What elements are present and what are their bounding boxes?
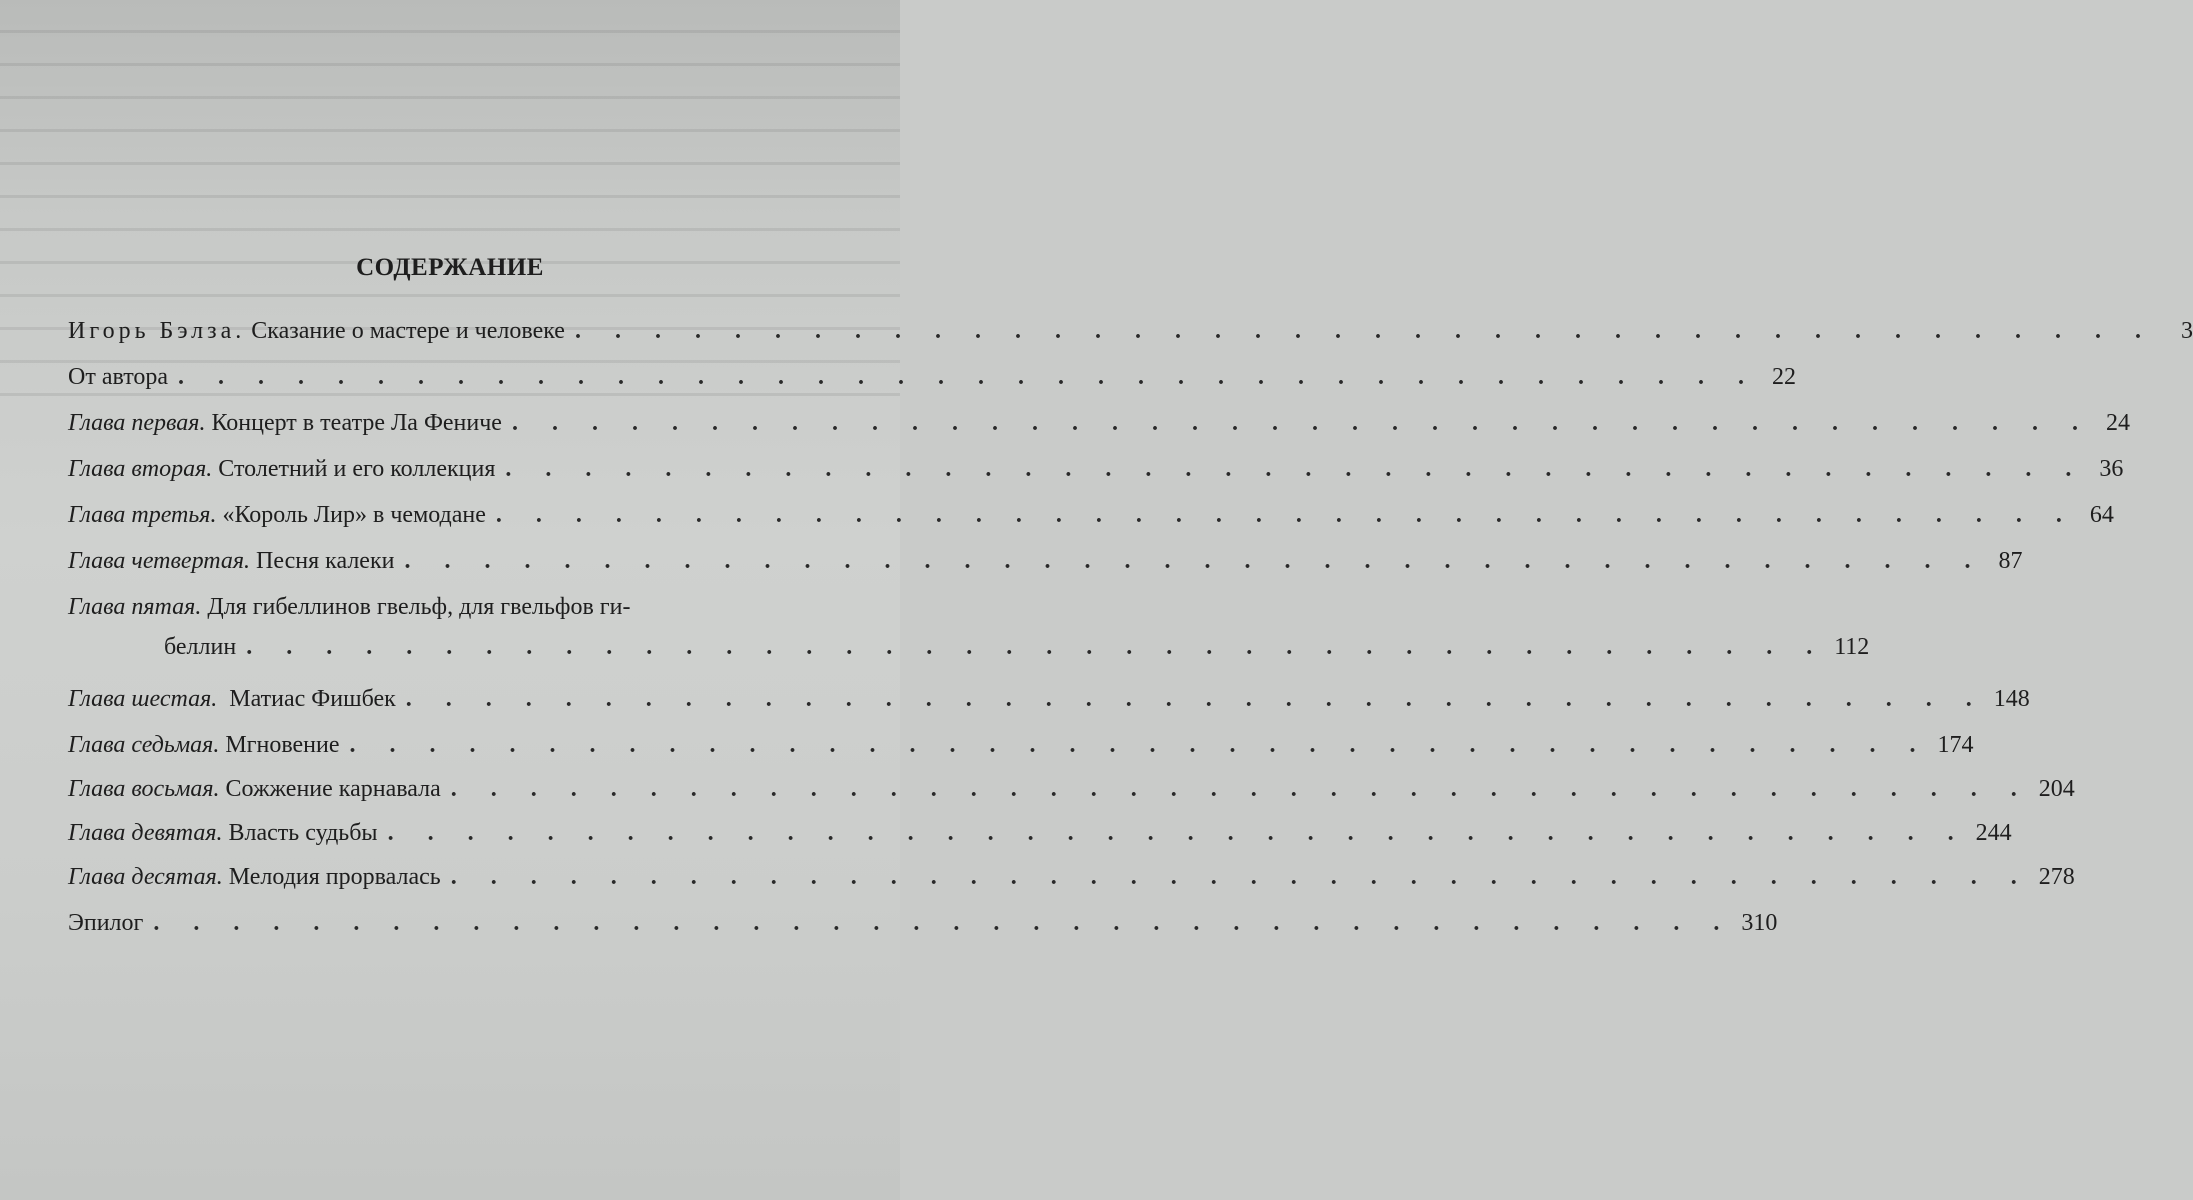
chapter-number: Глава пятая.	[68, 594, 202, 620]
page-number: 310	[1741, 910, 1778, 936]
entry-title-continued: беллин	[164, 634, 237, 660]
entry-title: Концерт в театре Ла Фениче	[205, 410, 502, 436]
page-number: 278	[2038, 864, 2075, 890]
leader-dots: . . . . . . . . . . . . . . . . . . . . . . . . . . . . . . . . . . . . . . . .	[574, 318, 2155, 344]
entry-title: Власть судьбы	[222, 820, 378, 846]
chapter-number: Глава вторая.	[68, 456, 213, 482]
page-number: 112	[1834, 634, 1870, 660]
page-number: 64	[2089, 502, 2114, 528]
entry-title: От автора	[68, 364, 169, 390]
page-number: 22	[1772, 364, 1797, 390]
chapter-number: Глава седьмая.	[68, 732, 220, 758]
entry-author: Игорь Бэлза.	[68, 318, 246, 344]
chapter-number: Глава десятая.	[68, 864, 223, 890]
toc-entry-chapter-4	[68, 546, 2023, 576]
toc-entry-from-author	[68, 362, 1797, 392]
leader-dots: . . . . . . . . . . . . . . . . . . . . . . . . . . . . . . . . . . . . . . . .	[153, 910, 1734, 936]
entry-title: Мелодия прорвалась	[222, 864, 441, 890]
toc-entry-chapter-7	[68, 730, 1974, 760]
leader-dots: . . . . . . . . . . . . . . . . . . . . . . . . . . . . . . . . . . . . . . . .	[246, 634, 1827, 660]
toc-entry-chapter-5	[68, 592, 1870, 662]
page-number: 3	[2180, 318, 2193, 344]
entry-title: Сожжение карнавала	[219, 776, 441, 802]
entry-title: Мгновение	[219, 732, 340, 758]
leader-dots: . . . . . . . . . . . . . . . . . . . . . . . . . . . . . . . . . . . . . . . .	[450, 864, 2031, 890]
entry-title: «Король Лир» в чемодане	[216, 502, 486, 528]
leader-dots: . . . . . . . . . . . . . . . . . . . . . . . . . . . . . . . . . . . . . . . .	[505, 456, 2086, 482]
toc-entry-chapter-1	[68, 408, 2130, 438]
toc-entry-foreword	[68, 316, 2193, 346]
leader-dots: . . . . . . . . . . . . . . . . . . . . . . . . . . . . . . . . . . . . . . . .	[450, 776, 2031, 802]
page-number: 24	[2105, 410, 2130, 436]
entry-title: Песня калеки	[250, 548, 395, 574]
page-number: 87	[1998, 548, 2023, 574]
entry-title: Для гибеллинов гвельф, для гвельфов ги-	[201, 594, 631, 620]
leader-dots: . . . . . . . . . . . . . . . . . . . . . . . . . . . . . . . . . . . . . . . .	[178, 364, 1759, 390]
leader-dots: . . . . . . . . . . . . . . . . . . . . . . . . . . . . . . . . . . . . . . . .	[511, 410, 2092, 436]
entry-title: Столетний и его коллекция	[212, 456, 496, 482]
page-number: 36	[2099, 456, 2124, 482]
leader-dots: . . . . . . . . . . . . . . . . . . . . . . . . . . . . . . . . . . . . . . . .	[349, 732, 1930, 758]
entry-title: Матиас Фишбек	[217, 686, 396, 712]
show-through-text	[0, 0, 900, 420]
leader-dots: . . . . . . . . . . . . . . . . . . . . . . . . . . . . . . . . . . . . . . . .	[495, 502, 2076, 528]
entry-title: Сказание о мастере и человеке	[245, 318, 565, 344]
chapter-number: Глава четвертая.	[68, 548, 251, 574]
toc-entry-chapter-8	[68, 774, 2075, 804]
page-number: 204	[2038, 776, 2075, 802]
toc-entry-chapter-10	[68, 862, 2075, 892]
toc-entry-epilogue	[68, 908, 1778, 938]
toc-entry-chapter-9	[68, 818, 2012, 848]
chapter-number: Глава восьмая.	[68, 776, 220, 802]
leader-dots: . . . . . . . . . . . . . . . . . . . . . . . . . . . . . . . . . . . . . . . .	[387, 820, 1968, 846]
entry-title: Эпилог	[68, 910, 144, 936]
page-number: 148	[1993, 686, 2030, 712]
chapter-number: Глава девятая.	[68, 820, 223, 846]
leader-dots: . . . . . . . . . . . . . . . . . . . . . . . . . . . . . . . . . . . . . . . .	[405, 686, 1986, 712]
page-number: 244	[1975, 820, 2012, 846]
leader-dots: . . . . . . . . . . . . . . . . . . . . . . . . . . . . . . . . . . . . . . . .	[404, 548, 1985, 574]
page-number: 174	[1937, 732, 1974, 758]
chapter-number: Глава третья.	[68, 502, 217, 528]
chapter-number: Глава первая.	[68, 410, 206, 436]
toc-entry-chapter-2	[68, 454, 2124, 484]
toc-entry-chapter-6	[68, 684, 2030, 714]
toc-entry-chapter-3	[68, 500, 2114, 530]
page-title: СОДЕРЖАНИЕ	[356, 254, 544, 281]
chapter-number: Глава шестая.	[68, 686, 218, 712]
